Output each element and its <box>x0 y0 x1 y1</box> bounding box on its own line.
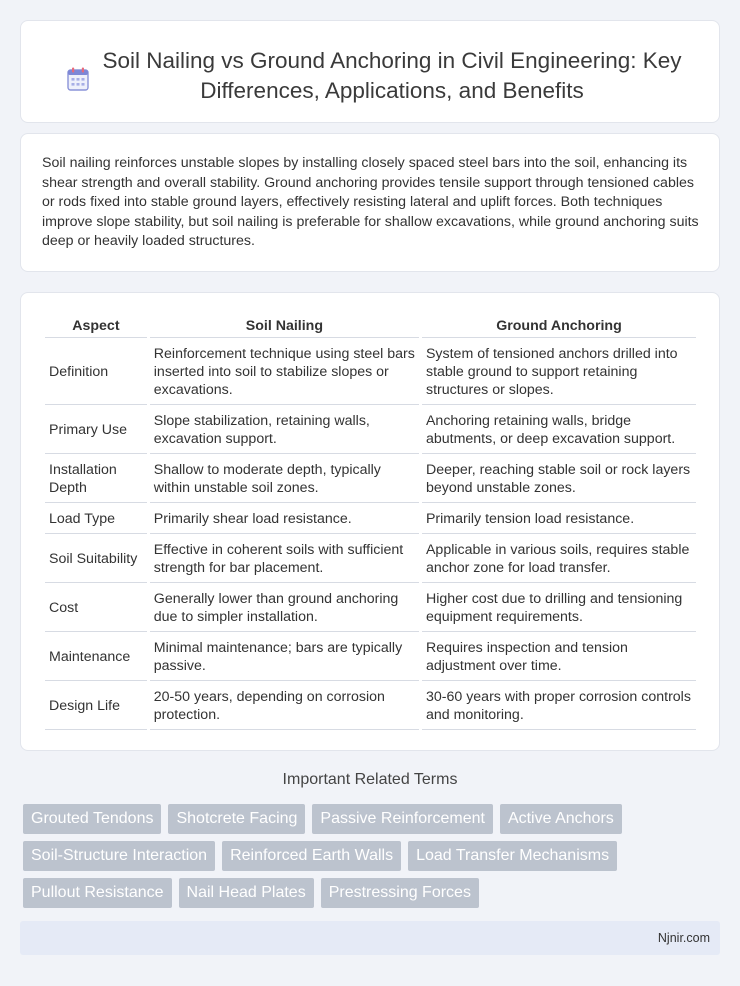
page-title: Soil Nailing vs Ground Anchoring in Civil Engineering: Key Differences, Applications, and Benefits <box>102 48 682 103</box>
soil-nailing-cell: 20-50 years, depending on corrosion protection. <box>150 681 419 730</box>
tag-row <box>23 804 723 834</box>
tag-pullout-resistance[interactable]: Pullout Resistance <box>23 878 172 908</box>
aspect-cell: Soil Suitability <box>45 534 147 583</box>
header-soil-nailing: Soil Nailing <box>150 313 419 338</box>
tag-shotcrete-facing[interactable]: Shotcrete Facing <box>168 804 305 834</box>
comparison-card <box>20 292 720 751</box>
aspect-cell: Primary Use <box>45 405 147 454</box>
tag-grouted-tendons[interactable]: Grouted Tendons <box>23 804 161 834</box>
ground-anchoring-cell: Anchoring retaining walls, bridge abutments, or deep excavation support. <box>422 405 696 454</box>
ground-anchoring-cell: 30-60 years with proper corrosion controls and monitoring. <box>422 681 696 730</box>
tag-nail-head-plates[interactable]: Nail Head Plates <box>179 878 314 908</box>
soil-nailing-cell: Slope stabilization, retaining walls, excavation support. <box>150 405 419 454</box>
aspect-cell: Load Type <box>45 503 147 534</box>
tag-active-anchors[interactable]: Active Anchors <box>500 804 622 834</box>
header-aspect: Aspect <box>45 313 147 338</box>
ground-anchoring-cell: System of tensioned anchors drilled into stable ground to support retaining structures or slopes. <box>422 338 696 405</box>
soil-nailing-cell: Shallow to moderate depth, typically within unstable soil zones. <box>150 454 419 503</box>
tag-prestressing-forces[interactable]: Prestressing Forces <box>321 878 479 908</box>
soil-nailing-cell: Minimal maintenance; bars are typically passive. <box>150 632 419 681</box>
tag-row <box>23 841 723 871</box>
table-row <box>45 454 696 503</box>
ground-anchoring-cell: Higher cost due to drilling and tensioning equipment requirements. <box>422 583 696 632</box>
table-header-row <box>45 313 696 338</box>
soil-nailing-cell: Reinforcement technique using steel bars inserted into soil to stabilize slopes or excavations. <box>150 338 419 405</box>
tag-passive-reinforcement[interactable]: Passive Reinforcement <box>312 804 493 834</box>
comparison-table <box>42 313 699 730</box>
ground-anchoring-cell: Requires inspection and tension adjustment over time. <box>422 632 696 681</box>
table-row <box>45 632 696 681</box>
ground-anchoring-cell: Applicable in various soils, requires stable anchor zone for load transfer. <box>422 534 696 583</box>
aspect-cell: Design Life <box>45 681 147 730</box>
soil-nailing-cell: Effective in coherent soils with sufficient strength for bar placement. <box>150 534 419 583</box>
title-card <box>20 20 720 123</box>
related-terms-title: Important Related Terms <box>282 771 458 788</box>
table-row <box>45 583 696 632</box>
ground-anchoring-cell: Deeper, reaching stable soil or rock layers beyond unstable zones. <box>422 454 696 503</box>
soil-nailing-cell: Primarily shear load resistance. <box>150 503 419 534</box>
aspect-cell: Definition <box>45 338 147 405</box>
tag-row <box>23 878 723 908</box>
aspect-cell: Cost <box>45 583 147 632</box>
soil-nailing-cell: Generally lower than ground anchoring due to simpler installation. <box>150 583 419 632</box>
related-terms-tags <box>23 804 723 915</box>
aspect-cell: Maintenance <box>45 632 147 681</box>
intro-paragraph: Soil nailing reinforces unstable slopes by installing closely spaced steel bars into the soil, enhancing its shear strength and overall stability. Ground anchoring provides tensile support through tensioned cables or rods fixed into stable ground layers, effectively resisting lateral and uplift forces. Both techniques improve slope stability, but soil nailing is preferable for shallow excavations, while ground anchoring suits deep or heavily loaded structures. <box>42 155 699 250</box>
tag-soil-structure-interaction[interactable]: Soil-Structure Interaction <box>23 841 215 871</box>
footer-site-link[interactable]: Njnir.com <box>657 931 710 945</box>
header-ground-anchoring: Ground Anchoring <box>422 313 696 338</box>
table-row <box>45 534 696 583</box>
table-row <box>45 338 696 405</box>
table-row <box>45 503 696 534</box>
ground-anchoring-cell: Primarily tension load resistance. <box>422 503 696 534</box>
table-row <box>45 681 696 730</box>
table-row <box>45 405 696 454</box>
footer <box>20 921 720 955</box>
intro-card <box>20 133 720 272</box>
aspect-cell: Installation Depth <box>45 454 147 503</box>
tag-load-transfer-mechanisms[interactable]: Load Transfer Mechanisms <box>408 841 617 871</box>
tag-reinforced-earth-walls[interactable]: Reinforced Earth Walls <box>222 841 401 871</box>
